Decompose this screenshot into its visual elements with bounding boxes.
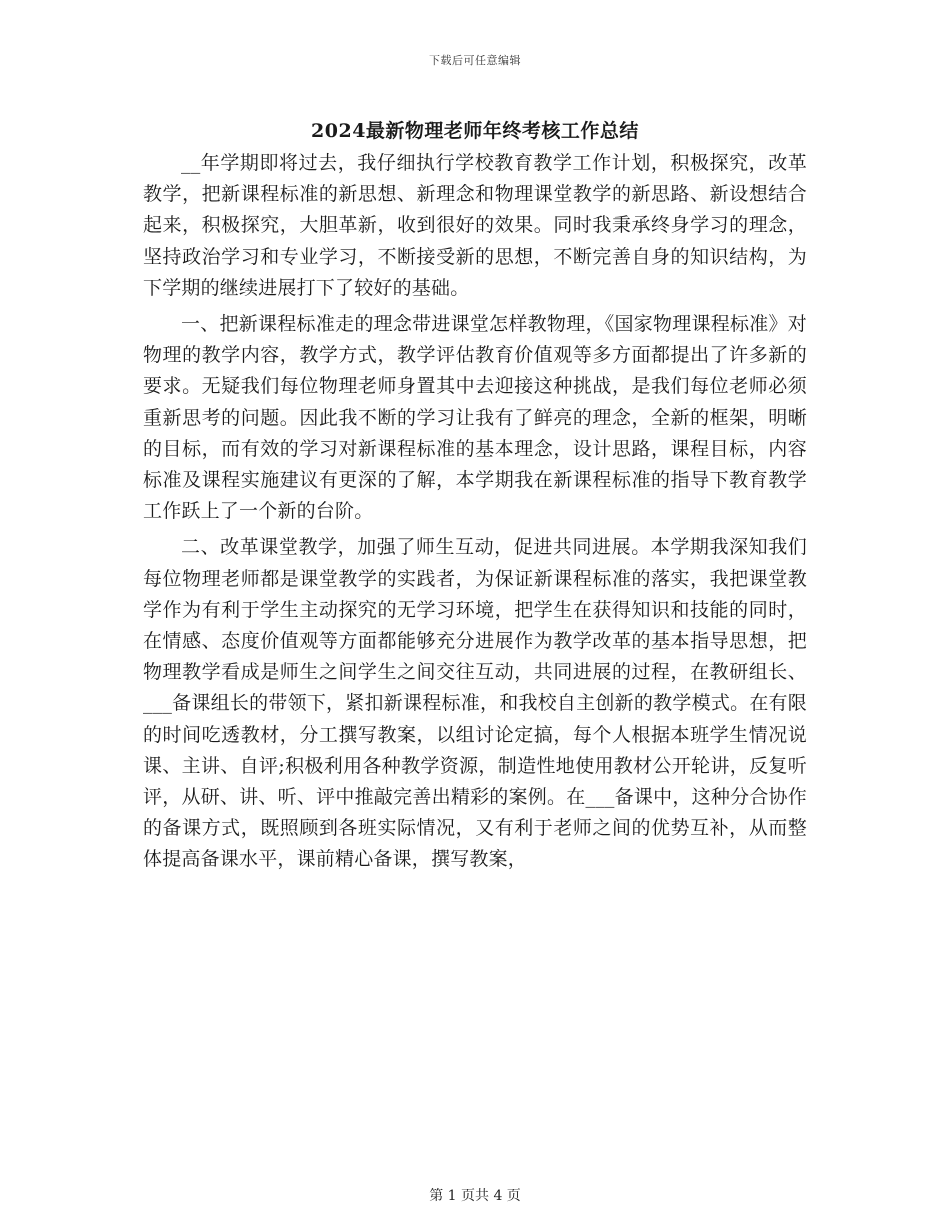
document-body [143,148,807,881]
document-title: 2024最新物理老师年终考核工作总结 [311,120,639,142]
paragraph-section-one: 一、把新课程标准走的理念带进课堂怎样教物理，《国家物理课程标准》对物理的教学内容，教学方式，教学评估教育价值观等多方面都提出了许多新的要求。无疑我们每位物理老师身置其中去迎接这种挑战，是我们每位老师必须重新思考的问题。因此我不断的学习让我有了鲜亮的理念，全新的框架，明晰的目标，而有效的学习对新课程标准的基本理念，设计思路，课程目标，内容标准及课程实施建议有更深的了解，本学期我在新课程标准的指导下教育教学工作跃上了一个新的台阶。 [143,313,807,523]
header-note: 下载后可任意编辑 [429,54,521,67]
paragraph-intro: __年学期即将过去，我仔细执行学校教育教学工作计划，积极探究，改革教学，把新课程标准的新思想、新理念和物理课堂教学的新思路、新设想结合起来，积极探究，大胆革新，收到很好的效果。同时我秉承终身学习的理念，坚持政治学习和专业学习，不断接受新的思想，不断完善自身的知识结构，为下学期的继续进展打下了较好的基础。 [143,152,807,299]
page-number: 第 1 页共 4 页 [429,1188,521,1204]
paragraph-section-two: 二、改革课堂教学，加强了师生互动，促进共同进展。本学期我深知我们每位物理老师都是课堂教学的实践者，为保证新课程标准的落实，我把课堂教学作为有利于学生主动探究的无学习环境，把学生在获得知识和技能的同时，在情感、态度价值观等方面都能够充分进展作为教学改革的基本指导思想，把物理教学看成是师生之间学生之间交往互动，共同进展的过程，在教研组长、___备课组长的带领下，紧扣新课程标准，和我校自主创新的教学模式。在有限的时间吃透教材，分工撰写教案，以组讨论定搞，每个人根据本班学生情况说课、主讲、自评;积极利用各种教学资源，制造性地使用教材公开轮讲，反复听评，从研、讲、听、评中推敲完善出精彩的案例。在___备课中，这种分合协作的备课方式，既照顾到各班实际情况，又有利于老师之间的优势互补，从而整体提高备课水平，课前精心备课，撰写教案， [143,536,807,871]
